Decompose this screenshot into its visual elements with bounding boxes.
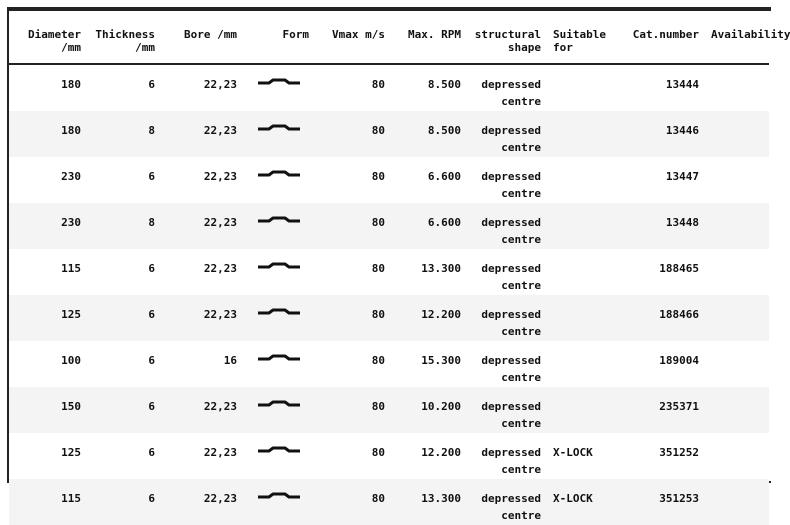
cell-suitable-for: X-LOCK	[553, 492, 593, 505]
shape-line-1: depressed	[481, 308, 541, 321]
cell-cat-number: 13444	[665, 78, 699, 91]
cell-availability	[705, 157, 769, 203]
cell-thickness: 6	[148, 492, 155, 505]
cell-bore: 22,23	[203, 446, 237, 459]
header-availability: Availability	[705, 11, 769, 64]
depressed-centre-disc-profile-icon	[257, 307, 301, 317]
cell-vmax: 80	[371, 170, 385, 183]
cell-availability	[705, 433, 769, 479]
cell-form	[243, 157, 315, 203]
cell-max-rpm: 12.200	[421, 446, 461, 459]
cell-form	[243, 295, 315, 341]
cell-vmax: 80	[371, 446, 385, 459]
header-suitable-for: Suitable for	[547, 11, 623, 64]
header-thickness: Thickness /mm	[87, 11, 161, 64]
cell-bore: 22,23	[203, 492, 237, 505]
cell-vmax: 80	[371, 262, 385, 275]
cell-structural-shape	[467, 479, 547, 525]
cell-max-rpm: 10.200	[421, 400, 461, 413]
cell-structural-shape	[467, 111, 547, 157]
cell-diameter: 115	[61, 492, 81, 505]
table-row[interactable]	[9, 341, 769, 387]
cell-vmax: 80	[371, 78, 385, 91]
cell-thickness: 6	[148, 354, 155, 367]
cell-suitable-for	[547, 157, 623, 203]
cell-suitable-for	[547, 203, 623, 249]
cell-vmax: 80	[371, 354, 385, 367]
shape-line-1: depressed	[481, 400, 541, 413]
table-row[interactable]	[9, 157, 769, 203]
cell-diameter: 125	[61, 308, 81, 321]
cell-diameter: 230	[61, 216, 81, 229]
cell-max-rpm: 15.300	[421, 354, 461, 367]
cell-form	[243, 64, 315, 111]
cell-bore: 22,23	[203, 78, 237, 91]
header-cat-number: Cat.number	[623, 11, 705, 64]
shape-line-2: centre	[501, 371, 541, 384]
cell-availability	[705, 341, 769, 387]
cell-max-rpm: 13.300	[421, 492, 461, 505]
cell-max-rpm: 8.500	[427, 124, 461, 137]
cell-max-rpm: 6.600	[427, 170, 461, 183]
table-row[interactable]	[9, 479, 769, 525]
cell-diameter: 180	[61, 124, 81, 137]
cell-structural-shape	[467, 341, 547, 387]
cell-cat-number: 13448	[665, 216, 699, 229]
table-header-row	[9, 11, 769, 64]
cell-cat-number: 351252	[659, 446, 699, 459]
cell-availability	[705, 479, 769, 525]
shape-line-1: depressed	[481, 170, 541, 183]
cell-cat-number: 13446	[665, 124, 699, 137]
cell-diameter: 125	[61, 446, 81, 459]
product-table-frame	[7, 7, 790, 522]
cell-structural-shape	[467, 157, 547, 203]
depressed-centre-disc-profile-icon	[257, 399, 301, 409]
depressed-centre-disc-profile-icon	[257, 77, 301, 87]
shape-line-2: centre	[501, 325, 541, 338]
cell-thickness: 6	[148, 170, 155, 183]
cell-vmax: 80	[371, 492, 385, 505]
cell-suitable-for	[547, 249, 623, 295]
table-row[interactable]	[9, 249, 769, 295]
cell-availability	[705, 111, 769, 157]
shape-line-1: depressed	[481, 354, 541, 367]
cell-thickness: 8	[148, 216, 155, 229]
cell-bore: 22,23	[203, 308, 237, 321]
header-structural-shape: structural shape	[467, 11, 547, 64]
table-row[interactable]	[9, 387, 769, 433]
cell-form	[243, 249, 315, 295]
table-row[interactable]	[9, 433, 769, 479]
header-form: Form	[243, 11, 315, 64]
header-diameter: Diameter /mm	[9, 11, 87, 64]
cell-suitable-for	[547, 341, 623, 387]
cell-diameter: 150	[61, 400, 81, 413]
cell-suitable-for	[547, 111, 623, 157]
cell-cat-number: 13447	[665, 170, 699, 183]
cell-structural-shape	[467, 433, 547, 479]
cell-thickness: 6	[148, 78, 155, 91]
cell-form	[243, 111, 315, 157]
cell-max-rpm: 6.600	[427, 216, 461, 229]
header-max-rpm: Max. RPM	[391, 11, 467, 64]
depressed-centre-disc-profile-icon	[257, 353, 301, 363]
shape-line-2: centre	[501, 141, 541, 154]
cell-suitable-for	[547, 387, 623, 433]
cell-form	[243, 203, 315, 249]
cell-structural-shape	[467, 64, 547, 111]
cell-form	[243, 433, 315, 479]
shape-line-2: centre	[501, 187, 541, 200]
shape-line-1: depressed	[481, 262, 541, 275]
shape-line-1: depressed	[481, 216, 541, 229]
cell-form	[243, 341, 315, 387]
cell-max-rpm: 12.200	[421, 308, 461, 321]
shape-line-2: centre	[501, 417, 541, 430]
table-row[interactable]	[9, 203, 769, 249]
table-row[interactable]	[9, 111, 769, 157]
cell-max-rpm: 13.300	[421, 262, 461, 275]
shape-line-2: centre	[501, 463, 541, 476]
cell-vmax: 80	[371, 400, 385, 413]
shape-line-2: centre	[501, 509, 541, 522]
cell-cat-number: 189004	[659, 354, 699, 367]
cell-vmax: 80	[371, 308, 385, 321]
shape-line-2: centre	[501, 233, 541, 246]
header-bore: Bore /mm	[161, 11, 243, 64]
shape-line-2: centre	[501, 95, 541, 108]
depressed-centre-disc-profile-icon	[257, 123, 301, 133]
cell-structural-shape	[467, 249, 547, 295]
cell-diameter: 100	[61, 354, 81, 367]
cell-structural-shape	[467, 203, 547, 249]
cell-availability	[705, 295, 769, 341]
cell-bore: 22,23	[203, 216, 237, 229]
product-table	[9, 11, 790, 525]
cell-suitable-for	[547, 295, 623, 341]
cell-availability	[705, 387, 769, 433]
table-row[interactable]	[9, 64, 769, 111]
cell-structural-shape	[467, 295, 547, 341]
depressed-centre-disc-profile-icon	[257, 445, 301, 455]
shape-line-1: depressed	[481, 492, 541, 505]
cell-max-rpm: 8.500	[427, 78, 461, 91]
cell-form	[243, 387, 315, 433]
cell-bore: 22,23	[203, 170, 237, 183]
cell-bore: 22,23	[203, 400, 237, 413]
shape-line-1: depressed	[481, 124, 541, 137]
cell-availability	[705, 203, 769, 249]
cell-thickness: 6	[148, 446, 155, 459]
depressed-centre-disc-profile-icon	[257, 261, 301, 271]
cell-bore: 22,23	[203, 124, 237, 137]
cell-structural-shape	[467, 387, 547, 433]
cell-cat-number: 235371	[659, 400, 699, 413]
cell-diameter: 180	[61, 78, 81, 91]
cell-vmax: 80	[371, 216, 385, 229]
cell-thickness: 6	[148, 400, 155, 413]
cell-cat-number: 351253	[659, 492, 699, 505]
cell-suitable-for: X-LOCK	[553, 446, 593, 459]
cell-availability	[705, 249, 769, 295]
header-vmax: Vmax m/s	[315, 11, 391, 64]
shape-line-1: depressed	[481, 446, 541, 459]
depressed-centre-disc-profile-icon	[257, 169, 301, 179]
table-row[interactable]	[9, 295, 769, 341]
cell-cat-number: 188466	[659, 308, 699, 321]
cell-diameter: 115	[61, 262, 81, 275]
cell-thickness: 6	[148, 262, 155, 275]
cell-bore: 22,23	[203, 262, 237, 275]
cell-thickness: 6	[148, 308, 155, 321]
depressed-centre-disc-profile-icon	[257, 215, 301, 225]
shape-line-1: depressed	[481, 78, 541, 91]
cell-cat-number: 188465	[659, 262, 699, 275]
cell-thickness: 8	[148, 124, 155, 137]
cell-diameter: 230	[61, 170, 81, 183]
depressed-centre-disc-profile-icon	[257, 491, 301, 501]
shape-line-2: centre	[501, 279, 541, 292]
cell-bore: 16	[223, 354, 237, 367]
cell-suitable-for	[547, 64, 623, 111]
cell-availability	[705, 64, 769, 111]
cell-vmax: 80	[371, 124, 385, 137]
cell-form	[243, 479, 315, 525]
